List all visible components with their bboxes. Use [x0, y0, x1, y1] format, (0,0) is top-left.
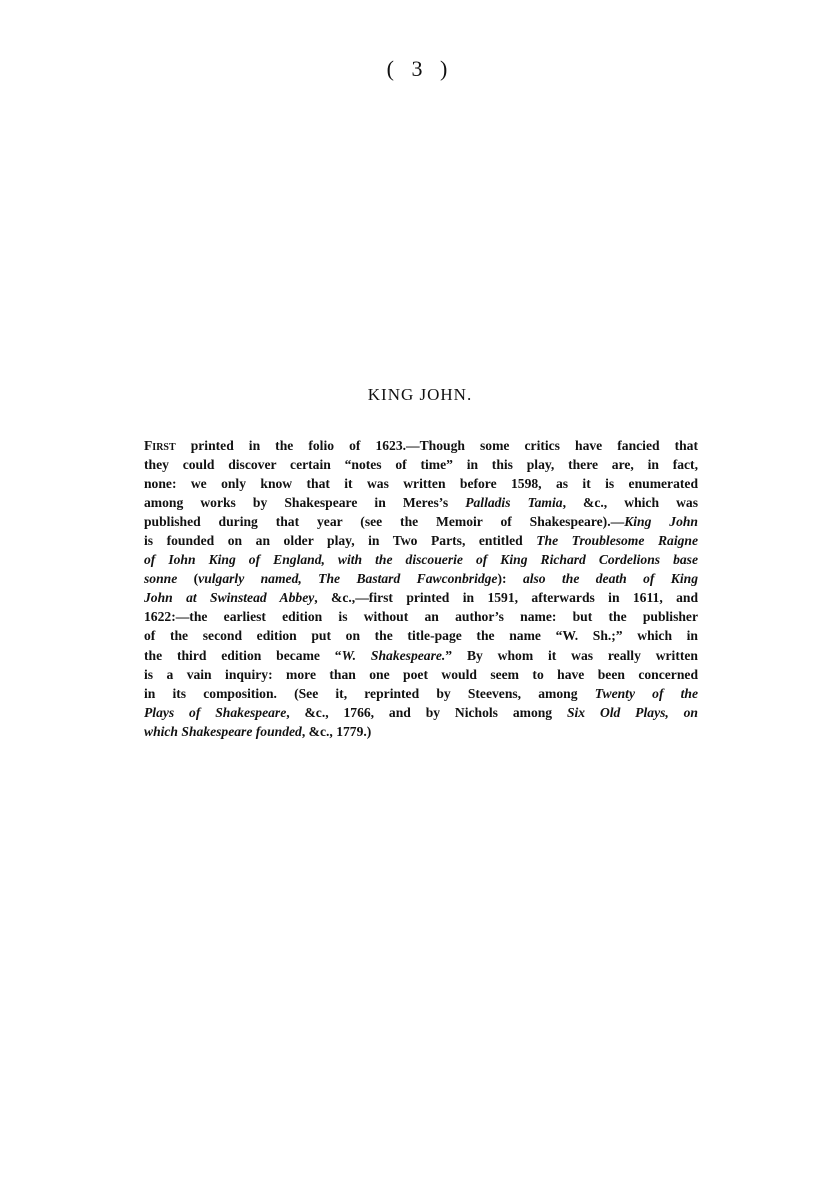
italic-title-text: John at Swinstead Abbey — [144, 590, 315, 606]
text-run: is founded on an older play, in Two Parts, entitled — [144, 533, 537, 549]
text-run: published during that year (see the Memoir of Shakespeare).— — [144, 514, 625, 530]
page-title: KING JOHN. — [367, 385, 473, 404]
text-run: they could discover certain “notes of time” in this play, there are, in fact, — [144, 457, 698, 473]
italic-title-text: Plays of Shakespeare — [144, 704, 287, 720]
text-run: is a vain inquiry: more than one poet would seem to have been concerned — [144, 666, 698, 682]
italic-title-text: King John — [624, 514, 698, 530]
text-line — [144, 455, 698, 474]
italic-title-text: Palladis Tamia — [465, 495, 563, 511]
text-line — [144, 569, 698, 588]
text-line — [144, 665, 698, 684]
italic-title-text: vulgarly named, The Bastard Fawconbridge — [198, 571, 498, 587]
text-run: , &c., 1766, and by Nichols among — [286, 704, 567, 720]
text-line — [144, 646, 698, 665]
text-run: none: we only know that it was written before 1598, as it is enumerated — [144, 476, 698, 492]
page-number: ( 3 ) — [386, 56, 454, 81]
text-line — [144, 722, 698, 741]
italic-title-text: The Troublesome Raigne — [536, 533, 698, 549]
text-line — [144, 607, 698, 626]
text-line — [144, 512, 698, 531]
text-line — [144, 684, 698, 703]
italic-title-text: sonne — [144, 571, 178, 587]
italic-title-text: which Shakespeare founded — [144, 723, 302, 739]
text-run: of the second edition put on the title-page the name “W. Sh.;” which in — [144, 628, 698, 644]
italic-title-text: Twenty of the — [594, 685, 699, 701]
text-run: among works by Shakespeare in Meres’s — [144, 495, 466, 511]
italic-title-text: Six Old Plays, on — [566, 704, 698, 720]
text-run: printed in the folio of 1623.—Though some critics have fancied that — [175, 438, 698, 453]
text-line — [144, 493, 698, 512]
text-run: the third edition became “ — [144, 647, 342, 663]
text-run: , &c.,—first printed in 1591, afterwards in 1611, and — [314, 590, 698, 606]
text-line — [144, 588, 698, 607]
text-run: in its composition. (See it, reprinted by Steevens, among — [144, 685, 595, 701]
text-run: ” By whom it was really written — [445, 647, 698, 663]
italic-title-text: of Iohn King of England, with the discouerie of King Richard Cordelions base — [144, 552, 698, 568]
text-line — [144, 531, 698, 550]
italic-title-text: also the death of King — [522, 571, 699, 587]
text-run: 1622:—the earliest edition is without an author’s name: but the publisher — [144, 609, 698, 625]
text-line — [144, 703, 698, 722]
small-caps-word: First — [144, 438, 176, 453]
text-line — [144, 626, 698, 645]
text-run: ): — [497, 571, 523, 587]
text-line — [144, 474, 698, 493]
text-line — [144, 550, 698, 569]
italic-title-text: W. Shakespeare. — [341, 647, 446, 663]
body-paragraph — [144, 436, 698, 741]
text-run: ( — [177, 571, 199, 587]
text-run: , &c., 1779.) — [301, 723, 372, 739]
text-line — [144, 436, 698, 455]
text-run: , &c., which was — [562, 495, 698, 511]
